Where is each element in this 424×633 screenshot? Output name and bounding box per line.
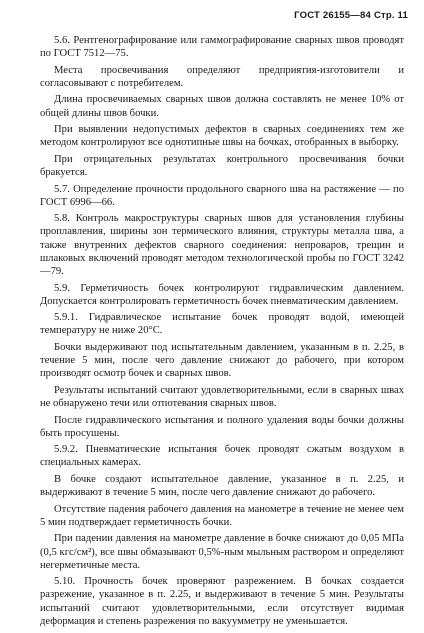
paragraph-5-6: 5.6. Рентгенографирование или гаммографирование сварных швов проводят по ГОСТ 7512—75. [40,35,404,60]
paragraph-5-8: 5.8. Контроль макроструктуры сварных швов для установления глубины проплавления, ширины зон термического влияния, структуры металла шва, а также внутренних дефектов сварного соединения: непроваров, трещин и шлаковых включений проводят методом технологической пробы по ГОСТ 3242—79. [40,213,404,278]
paragraph-inspection-places: Места просвечивания определяют предприятия-изготовители и согласовывают с потребителем. [40,64,404,89]
paragraph-test-pressure: В бочке создают испытательное давление, указанное в п. 2.25, и выдерживают в течение 5 мин, после чего давление снижают до рабочего. [40,473,404,499]
paragraph-5-9: 5.9. Герметичность бочек контролируют гидравлическим давлением. Допускается контролировать герметичность бочек пневматическим давлением. [40,282,404,307]
paragraph-holding-pressure: Бочки выдерживают под испытательным давлением, указанным в п. 2.25, в течение 5 мин, после чего давление снижают до рабочего, при котором производят осмотр бочек и сварных швов. [40,341,404,380]
paragraph-negative-results: При отрицательных результатах контрольного просвечивания бочки бракуется. [40,153,404,179]
document-body [40,34,404,631]
paragraph-pressure-drop: При падении давления на манометре давление в бочке снижают до 0,05 МПа (0,5 кгс/см²), все швы обмазывают 0,5%-ным мыльным раствором и определяют негерметичные места. [40,533,404,571]
paragraph-results-hydraulic: Результаты испытаний считают удовлетворительными, если в сварных швах не обнаружено течи или отпотевания сварных швов. [40,384,404,410]
paragraph-defects: При выявлении недопустимых дефектов в сварных соединениях тем же методом контролируют все однотипные швы на бочках, отобранных в выборку. [40,124,404,149]
page-header [294,10,408,21]
page-number: Стр. 11 [373,10,408,21]
paragraph-seam-length: Длина просвечиваемых сварных швов должна составлять не менее 10% от общей длины швов бочки. [40,94,404,119]
paragraph-no-pressure-drop: Отсутствие падения рабочего давления на манометре в течение не менее чем 5 мин подтверждает герметичность бочки. [40,503,404,528]
paragraph-5-9-1: 5.9.1. Гидравлическое испытание бочек проводят водой, имеющей температуру не ниже 20°С. [40,312,404,337]
paragraph-drying: После гидравлического испытания и полного удаления воды бочки должны быть просушены. [40,414,404,439]
paragraph-5-10: 5.10. Прочность бочек проверяют разрежением. В бочках создается разрежение, указанное в п. 2.25, и выдерживают в течение 5 мин. Результаты испытаний считают удовлетворительными, если отсутствует видимая деформация и степень разрежения по вакуумметру не уменьшается. [40,576,404,627]
paragraph-5-7: 5.7. Определение прочности продольного сварного шва на растяжение — по ГОСТ 6996—66. [40,183,404,208]
paragraph-5-9-2: 5.9.2. Пневматические испытания бочек проводят сжатым воздухом в специальных камерах. [40,444,404,469]
standard-title: ГОСТ 26155—84 [294,10,371,21]
